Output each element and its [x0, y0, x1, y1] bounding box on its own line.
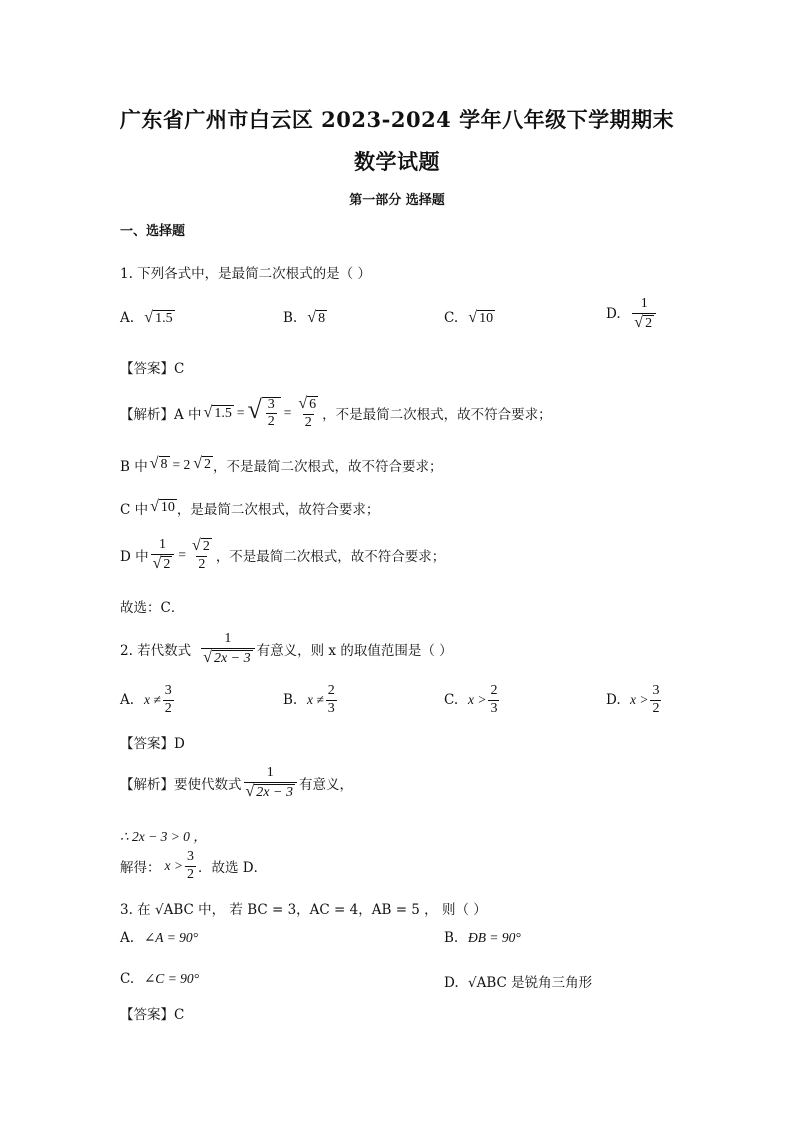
q3-option-a: A. ∠A = 90° — [120, 930, 199, 946]
q1-option-c — [444, 310, 495, 327]
q1-option-a — [120, 310, 175, 327]
q3-option-b: B. ÐB = 90° — [444, 930, 521, 946]
q1-analysis-b: B 中 √ 8 = 2 √ 2 ，不是最简二次根式，故不符合要求； — [120, 455, 443, 475]
option-label: A. — [120, 310, 135, 327]
q3-option-d: D. √ABC 是锐角三角形 — [444, 975, 593, 991]
sqrt-expression: √ 8 — [307, 309, 326, 326]
q1-option-b — [283, 310, 327, 327]
q2-option-a: A. x ≠ $\frac{3}{2}$ — [120, 683, 172, 716]
q2-option-c: C. x > $\frac{2}{3}$ — [444, 683, 498, 716]
sqrt-expression: √ 10 — [468, 309, 494, 326]
q2-answer: 【答案】D — [120, 736, 185, 752]
part-heading: 第一部分 选择题 — [349, 193, 445, 208]
fraction: 1 √ 2 — [632, 297, 656, 332]
q3-stem: 3. 在 √ABC 中， 若 BC = 3，AC = 4，AB = 5 ， 则（ ） — [120, 902, 487, 918]
q1-stem: 1. 下列各式中，是最简二次根式的是（ ） — [120, 266, 371, 282]
option-label: D. — [606, 305, 621, 322]
q3-option-c: C. ∠C = 90° — [120, 971, 200, 987]
q2-option-d: D. x > $\frac{3}{2}$ — [606, 683, 660, 716]
sqrt-expression: √ 1.5 — [144, 309, 173, 326]
q1-analysis-d: D 中 1 √ 2 = √ 2 2 ，不是最简二次根式，故不符合要求； — [120, 537, 446, 573]
q1-analysis-c: C 中 √ 10 ，是最简二次根式，故符合要求； — [120, 498, 380, 518]
q2-option-b: B. x ≠ $\frac{2}{3}$ — [283, 683, 335, 716]
option-label: B. — [283, 310, 298, 327]
q2-step1: ∴ 2x − 3 > 0 ， — [120, 829, 207, 844]
q2-step2: 解得： x > $\frac{3}{2}$ ．故选 D． — [120, 849, 268, 882]
q1-option-d — [606, 297, 658, 332]
q1-answer: 【答案】C — [120, 361, 185, 377]
option-label: C. — [444, 310, 459, 327]
page-title: 广东省广州市白云区 2023-2024 学年八年级下学期期末 — [119, 107, 675, 132]
q2-analysis: 【解析】要使代数式 1 √ 2x − 3 有意义， — [120, 765, 353, 800]
section-heading: 一、选择题 — [120, 224, 186, 239]
q3-answer: 【答案】C — [120, 1007, 185, 1023]
q1-analysis-a: 【解析】A 中 √ 1.5 = √ $\frac{3}{2}$ = √ 6 2 ，不是最简二次根式，故不符合要求； — [120, 394, 552, 431]
page-subtitle: 数学试题 — [354, 149, 440, 174]
q2-stem: 2. 若代数式 1 √ 2x − 3 有意义，则 x 的取值范围是（ ） — [120, 631, 453, 666]
q1-conclusion: 故选：C． — [120, 600, 185, 616]
